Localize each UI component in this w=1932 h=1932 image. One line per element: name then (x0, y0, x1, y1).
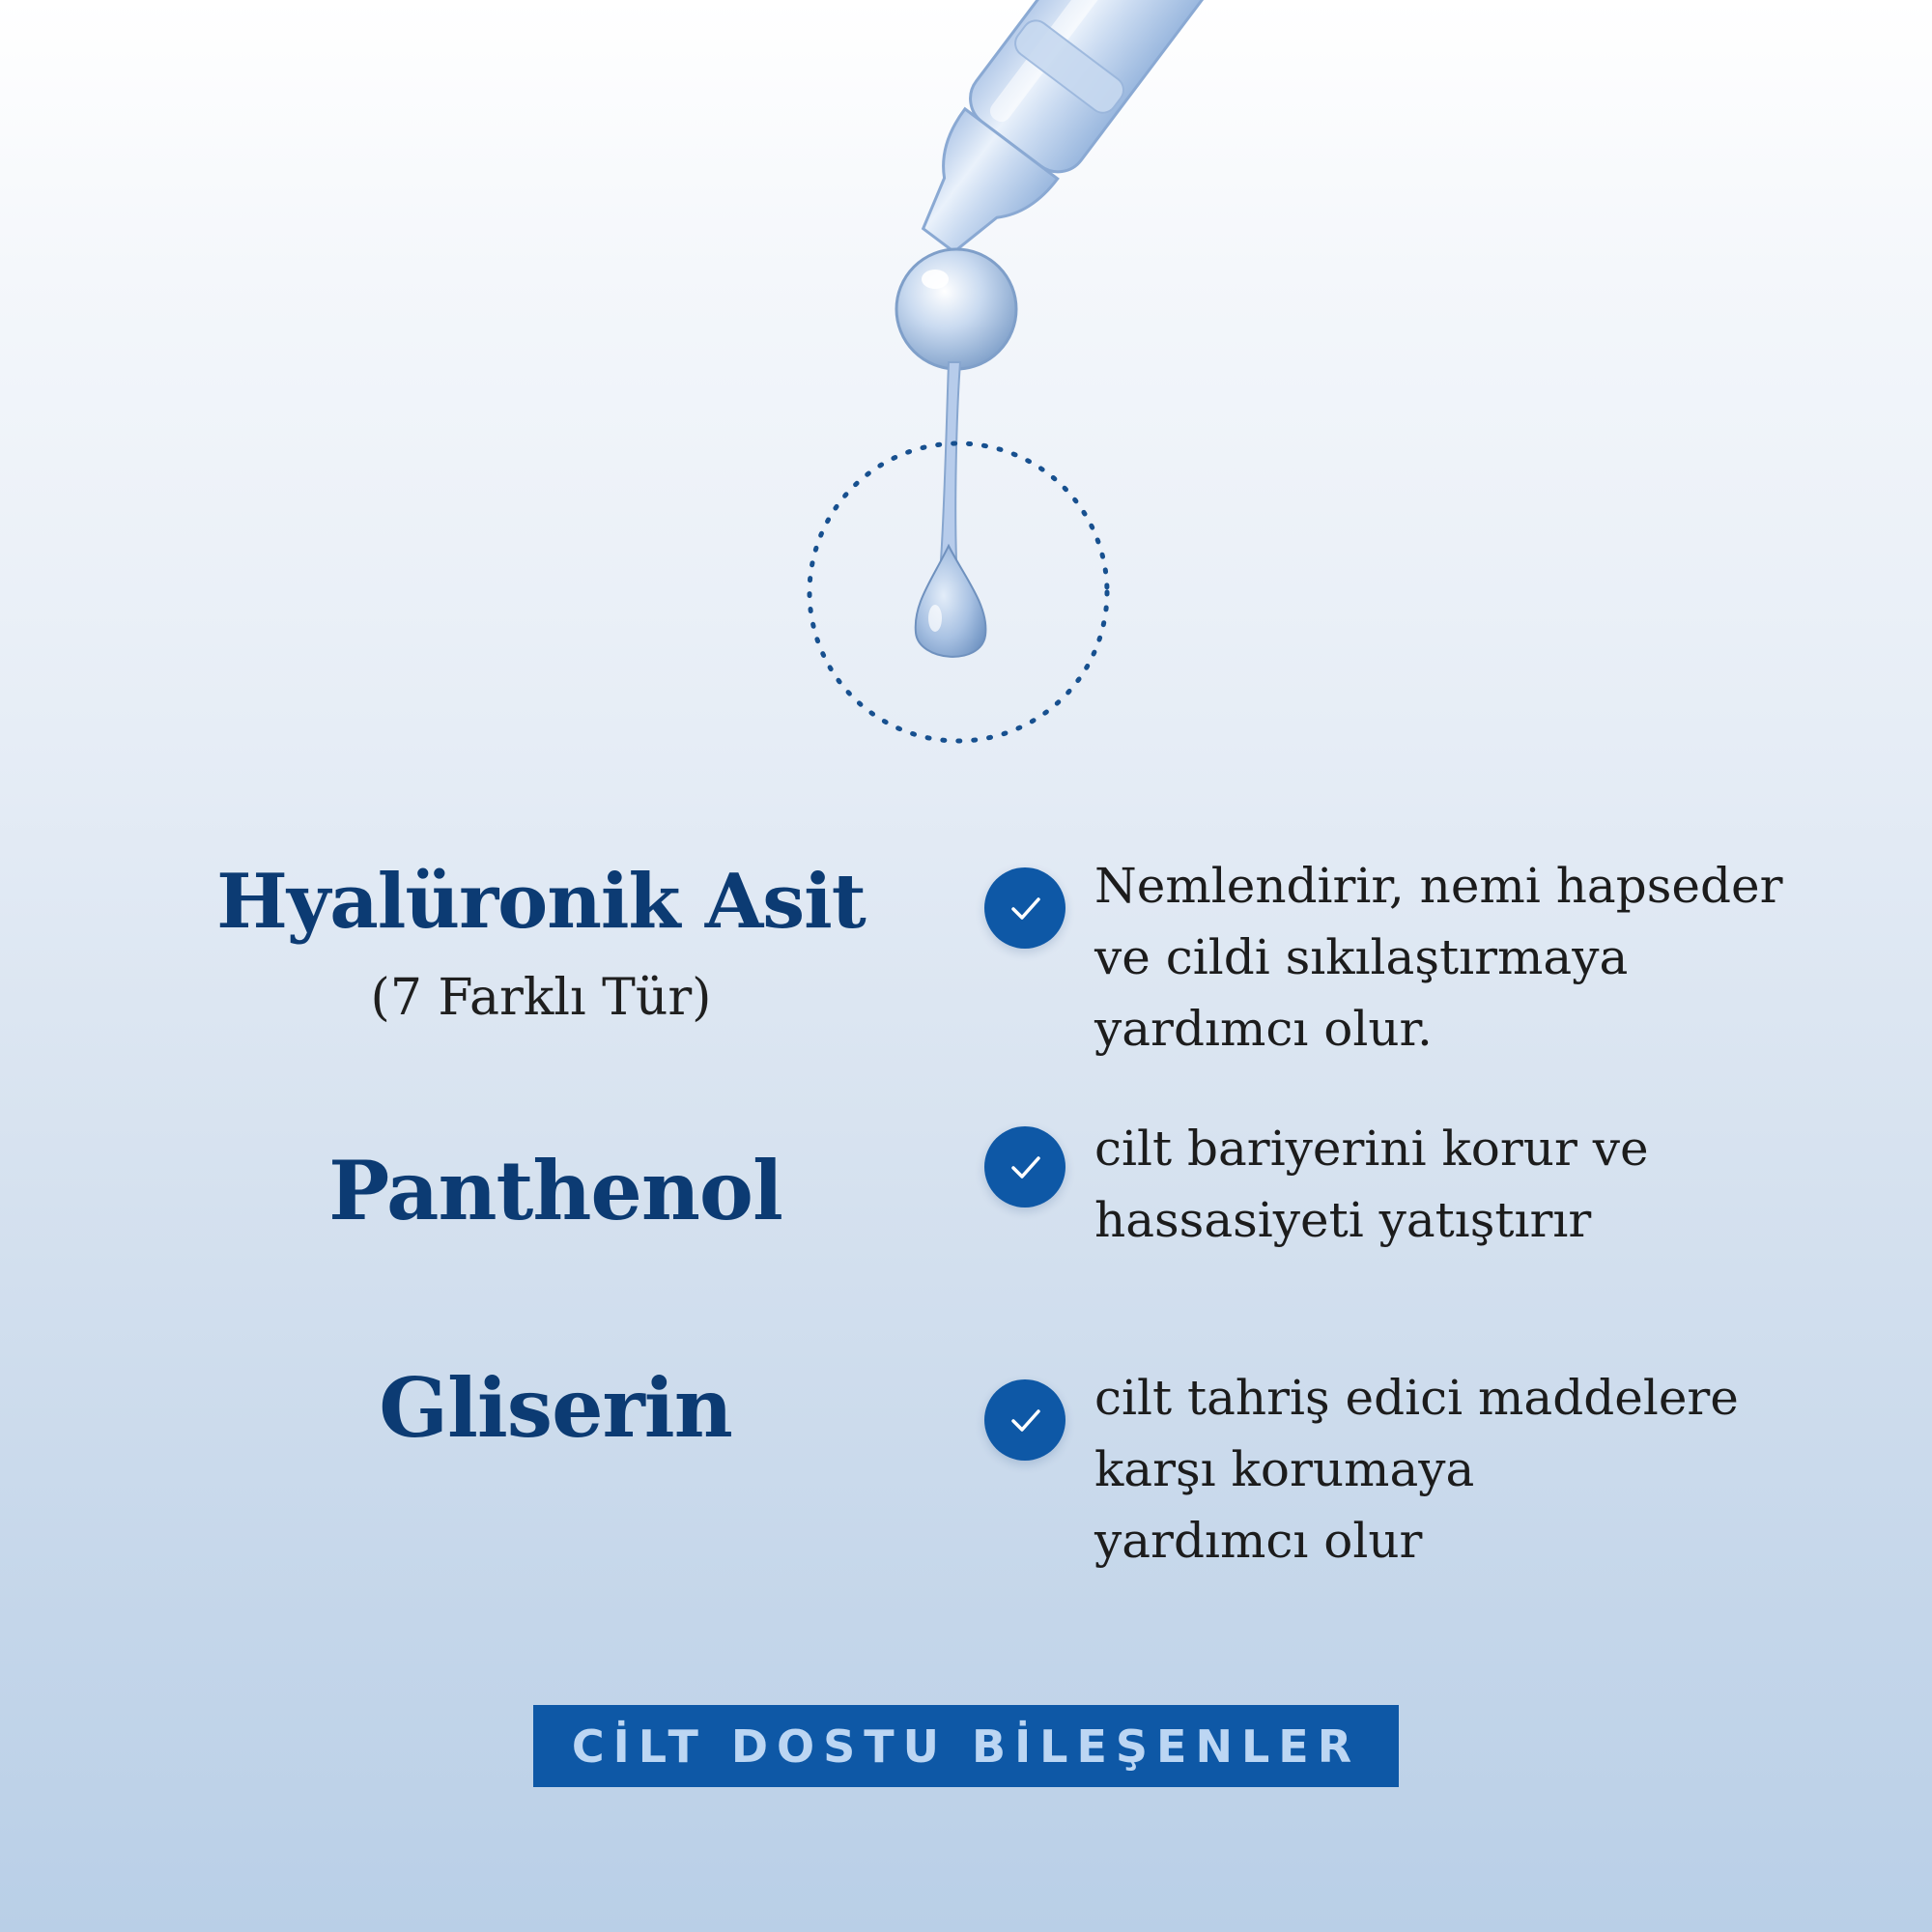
footer-label: CİLT DOSTU BİLEŞENLER (571, 1719, 1361, 1773)
benefit-line: cilt bariyerini korur ve (1094, 1121, 1649, 1177)
footer-banner (533, 1705, 1399, 1787)
benefit-line: cilt tahriş edici maddelere (1094, 1370, 1739, 1426)
benefit-line: yardımcı olur (1094, 1513, 1423, 1569)
benefit-line: karşı korumaya (1094, 1441, 1475, 1497)
benefit-text-panthenol (1094, 1113, 1906, 1256)
check-circle-icon (984, 1126, 1065, 1208)
benefit-text-glycerin (1094, 1362, 1906, 1577)
check-circle-icon (984, 1379, 1065, 1461)
dropper-tube (886, 0, 1237, 280)
droplet (916, 546, 986, 657)
benefit-text-hyaluronic-acid (1094, 850, 1906, 1065)
ingredient-name-glycerin: Gliserin (379, 1360, 732, 1456)
liquid-stream (941, 362, 960, 560)
benefit-line: yardımcı olur. (1094, 1001, 1433, 1057)
ingredient-name-hyaluronic-acid: Hyalüronik Asit (216, 858, 866, 946)
dropper-tip (896, 249, 1016, 369)
ingredient-name-panthenol: Panthenol (328, 1143, 782, 1238)
dropper-illustration (0, 0, 1932, 773)
check-circle-icon (984, 867, 1065, 949)
benefit-line: Nemlendirir, nemi hapseder (1094, 858, 1783, 914)
ingredient-subtitle: (7 Farklı Tür) (370, 969, 712, 1027)
benefit-line: hassasiyeti yatıştırır (1094, 1192, 1592, 1248)
benefit-line: ve cildi sıkılaştırmaya (1094, 929, 1629, 985)
